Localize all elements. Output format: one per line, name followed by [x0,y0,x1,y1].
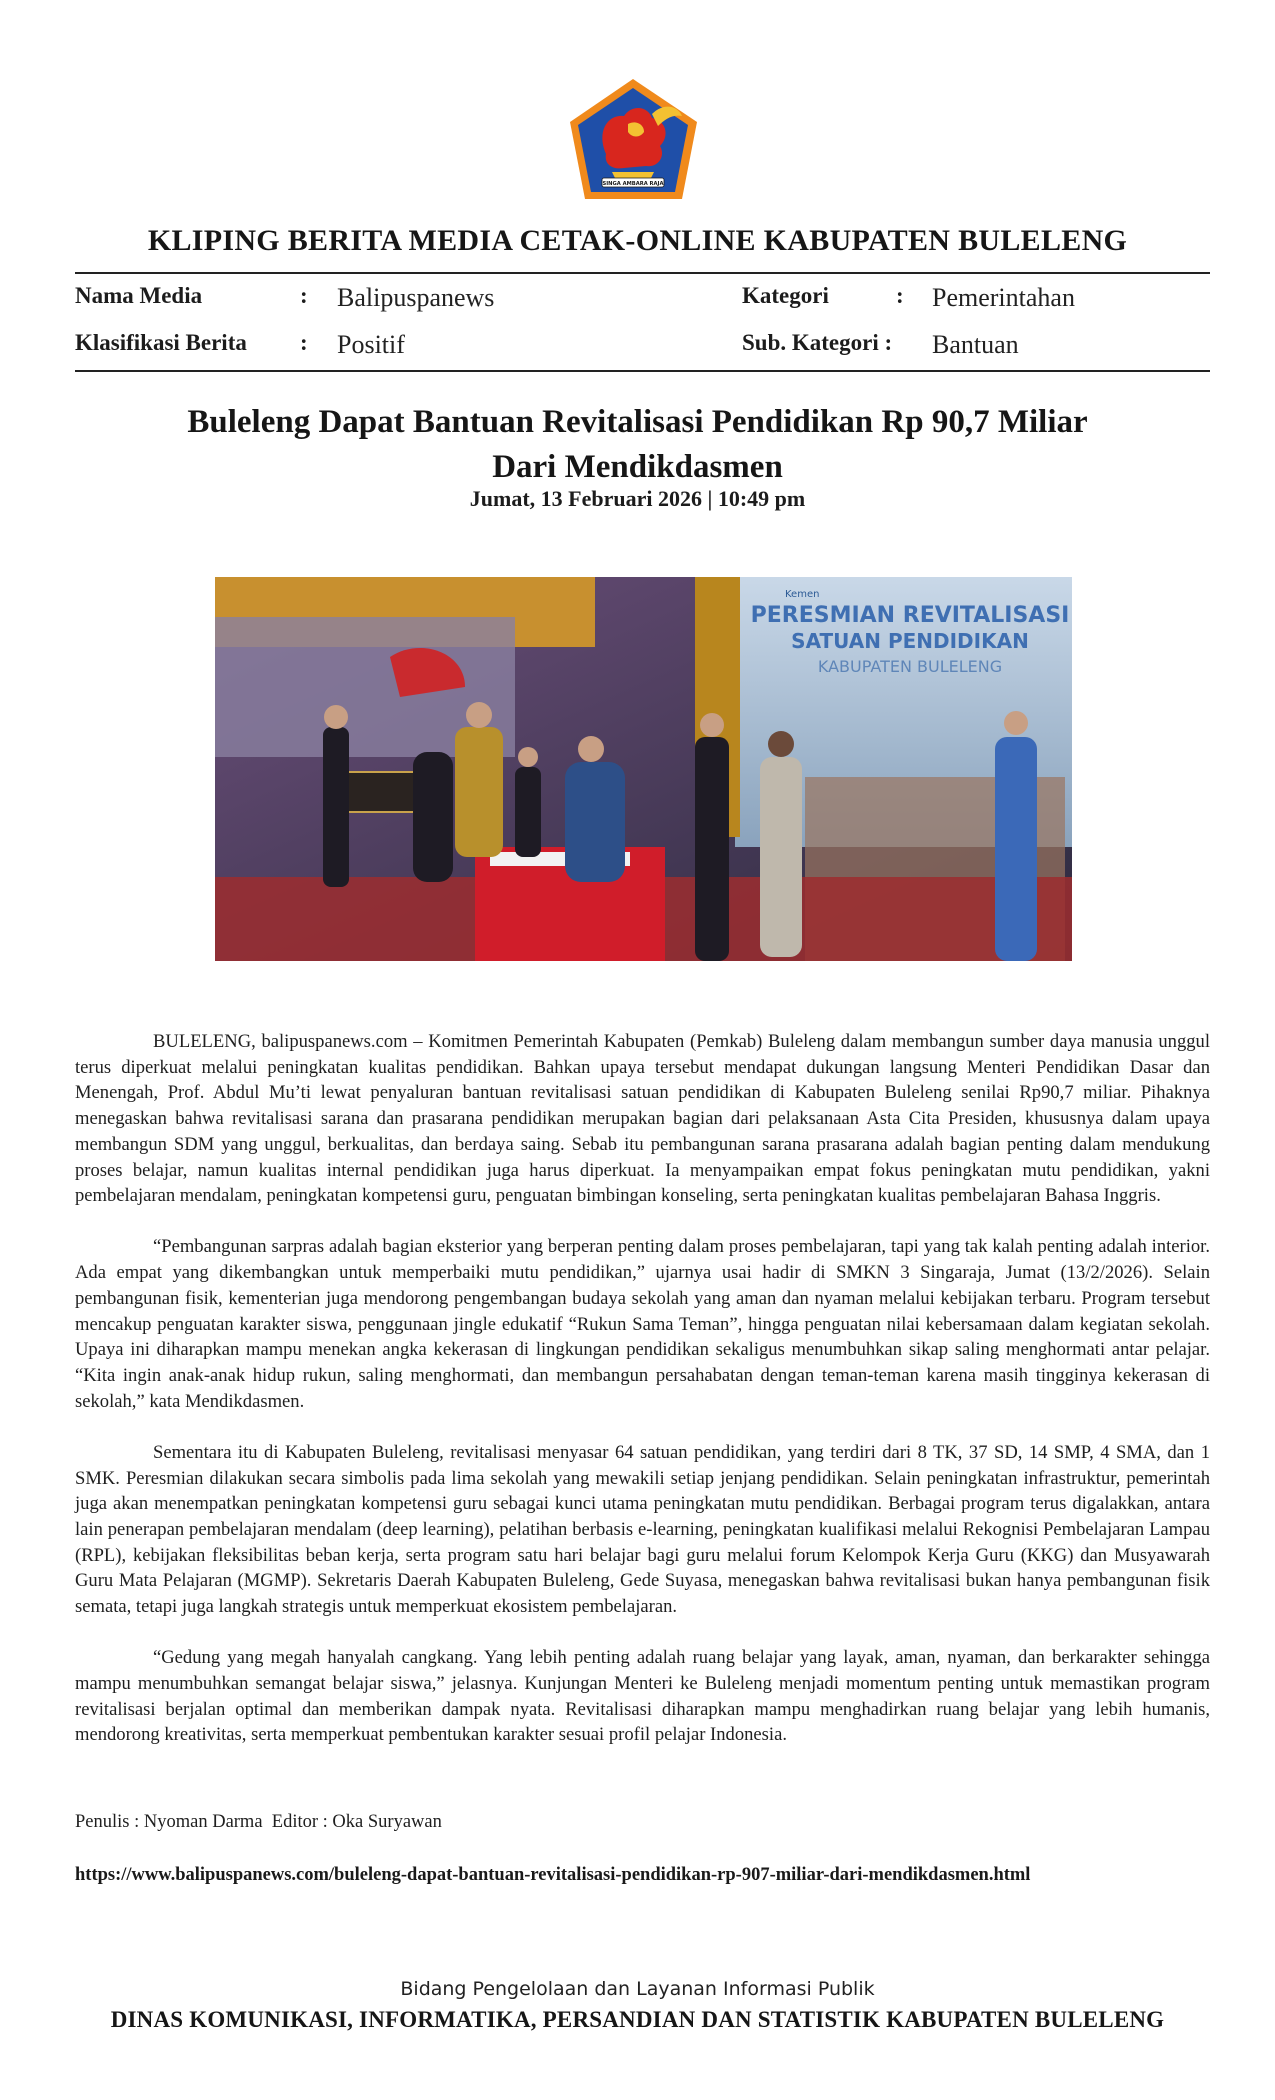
header-bottom-rule [75,370,1210,372]
article-paragraph-1: BULELENG, balipuspanews.com – Komitmen Pemerintah Kabupaten (Pemkab) Buleleng dalam membangun sumber daya manusia unggul terus diperkuat melalui peningkatan kualitas pendidikan. Bahkan upaya tersebut mendapat dukungan langsung Menteri Pendidikan Dasar dan Menengah, Prof. Abdul Mu’ti lewat penyaluran bantuan revitalisasi satuan pendidikan di Kabupaten Buleleng senilai Rp90,7 miliar. Pihaknya menegaskan bahwa revitalisasi sarana dan prasarana pendidikan merupakan bagian dari pelaksanaan Asta Cita Presiden, khususnya dalam upaya membangun SDM yang unggul, berkualitas, dan berdaya saing. Sebab itu pembangunan sarana prasarana adalah bagian penting dalam mendukung proses belajar, namun kualitas internal pendidikan juga harus diperkuat. Ia menyampaikan empat fokus peningkatan mutu pendidikan, yakni pembelajaran mendalam, peningkatan kompetensi guru, penguatan bimbingan konseling, serta peningkatan kualitas pembelajaran Bahasa Inggris. [75,1031,1210,1207]
media-name-label: Nama Media [75,283,203,308]
category-value: Pemerintahan [932,283,1075,312]
header-top-rule [75,272,1210,274]
news-classification-colon: : [300,330,308,355]
photo-banner-line-2: SATUAN PENDIDIKAN [791,629,1029,653]
subcategory-value: Bantuan [932,330,1019,359]
subcategory-label: Sub. Kategori : [742,330,893,355]
article-paragraph-4: “Gedung yang megah hanyalah cangkang. Yang lebih penting adalah ruang belajar yang layak, aman, nyaman, dan berkarakter sehingga mampu menumbuhkan semangat belajar siswa,” jelasnya. Kunjungan Menteri ke Buleleng menjadi momentum penting untuk memastikan program revitalisasi berjalan optimal dan memberikan dampak nyata. Revitalisasi diharapkan mampu menghadirkan ruang belajar yang lebih humanis, mendorong kreativitas, serta memperkuat pembentukan karakter sesuai profil pelajar Indonesia. [75,1647,1210,1746]
article-body [75,1029,1210,1774]
article-headline-line-1: Buleleng Dapat Bantuan Revitalisasi Pendidikan Rp 90,7 Miliar [187,404,1088,440]
article-headline-line-2: Dari Mendikdasmen [492,449,783,485]
footer-office: DINAS KOMUNIKASI, INFORMATIKA, PERSANDIAN DAN STATISTIK KABUPATEN BULELENG [110,2007,1165,2032]
media-name-colon: : [300,283,308,308]
news-photo [215,577,1072,961]
article-paragraph-3: Sementara itu di Kabupaten Buleleng, revitalisasi menyasar 64 satuan pendidikan, yang terdiri dari 8 TK, 37 SD, 14 SMP, 4 SMA, dan 1 SMK. Peresmian dilakukan secara simbolis pada lima sekolah yang mewakili setiap jenjang pendidikan. Selain peningkatan infrastruktur, pemerintah juga akan menempatkan peningkatan kompetensi guru sebagai kunci utama peningkatan mutu pendidikan. Berbagai program terus digalakkan, antara lain penerapan pembelajaran mendalam (deep learning), pelatihan berbasis e-learning, peningkatan kualifikasi melalui Rekognisi Pembelajaran Lampau (RPL), kebijakan fleksibilitas beban kerja, serta program satu hari belajar bagi guru melalui forum Kelompok Kerja Guru (KKG) dan Musyawarah Guru Mata Pelajaran (MGMP). Sekretaris Daerah Kabupaten Buleleng, Gede Suyasa, menegaskan bahwa revitalisasi bukan hanya pembangunan fisik semata, tetapi juga langkah strategis untuk memperkuat ekosistem pembelajaran. [75,1441,1210,1618]
article-source-link[interactable]: https://www.balipuspanews.com/buleleng-dapat-bantuan-revitalisasi-pendidikan-rp-907-miliar-dari-mendikdasmen.html [75,1865,1031,1885]
buleleng-emblem-logo [566,76,701,203]
news-classification-value: Positif [337,330,405,359]
article-date: Jumat, 13 Februari 2026 | 10:49 pm [469,486,806,511]
photo-banner-line-3: KABUPATEN BULELENG [817,657,1003,676]
emblem-motto: SINGA AMBARA RAJA [602,181,664,187]
category-colon: : [896,283,904,308]
news-classification-label: Klasifikasi Berita [75,330,247,355]
article-paragraph-2: “Pembangunan sarpras adalah bagian eksterior yang berperan penting dalam proses pembelajaran, tapi yang tak kalah penting adalah interior. Ada empat yang dikembangkan untuk memperbaiki mutu pendidikan,” ujarnya usai hadir di SMKN 3 Singaraja, Jumat (13/2/2026). Selain pembangunan fisik, kementerian juga mendorong pengembangan budaya sekolah yang aman dan nyaman melalui kebijakan terbaru. Program tersebut mencakup penguatan karakter siswa, penggunaan jingle edukatif “Rukun Sama Teman”, hingga penguatan nilai kebersamaan dalam kegiatan sekolah. Upaya ini diharapkan mampu menekan angka kekerasan di lingkungan pendidikan sekaligus menumbuhkan sikap saling menghormati antar pelajar. “Kita ingin anak-anak hidup rukun, saling menghormati, dan membangun persahabatan dengan teman-teman karena masih tingginya kekerasan di sekolah,” kata Mendikdasmen. [75,1236,1210,1412]
clipping-header-title: KLIPING BERITA MEDIA CETAK-ONLINE KABUPATEN BULELENG [147,224,1128,257]
photo-banner-line-1: PERESMIAN REVITALISASI [750,603,1070,628]
article-credits: Penulis : Nyoman Darma Editor : Oka Suryawan [75,1812,442,1832]
article-headline [100,400,1175,490]
media-name-value: Balipuspanews [337,283,495,312]
footer-department: Bidang Pengelolaan dan Layanan Informasi Publik [400,1978,875,2000]
photo-logo-text: Kemen [785,589,820,600]
category-label: Kategori [742,283,829,308]
